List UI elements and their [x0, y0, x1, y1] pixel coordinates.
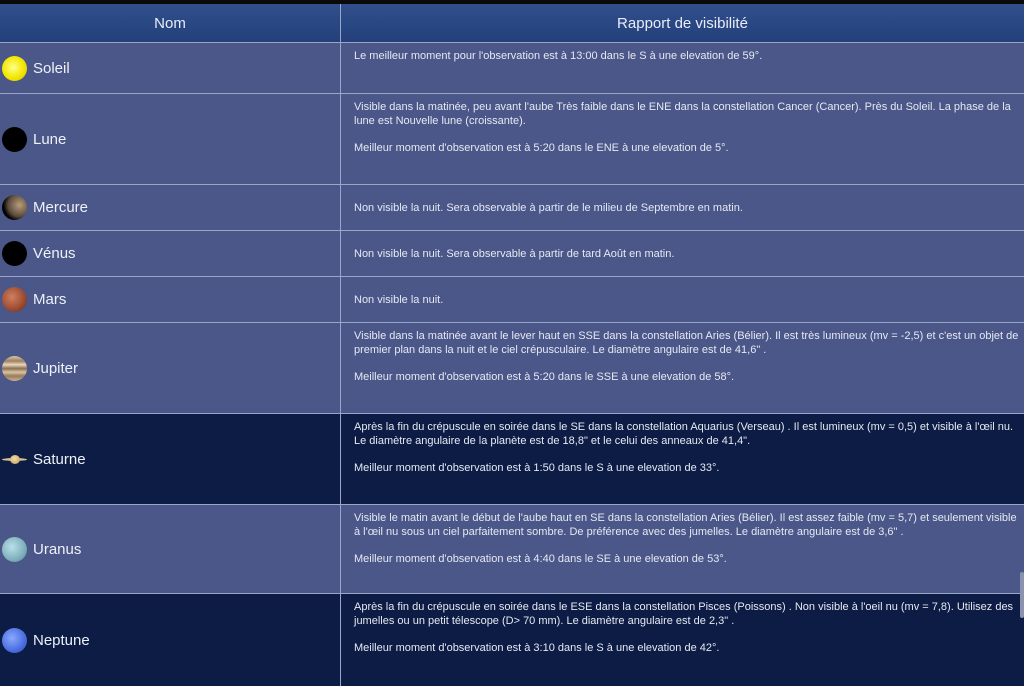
visibility-report: [341, 94, 1024, 184]
saturn-icon: [2, 447, 27, 472]
object-name: Soleil: [33, 59, 70, 77]
visibility-report: [341, 594, 1024, 686]
object-name-cell: [0, 505, 341, 593]
report-text: Visible dans la matinée, peu avant l'aube Très faible dans le ENE dans la constellation Cancer (Cancer). Près du Soleil. La phase de la lune est Nouvelle lune (croissante).: [354, 101, 1011, 127]
object-name: Neptune: [33, 631, 90, 649]
moon-icon: [2, 127, 27, 152]
report-text: Le meilleur moment pour l'observation est à 13:00 dans le S à une elevation de 59°.: [354, 50, 763, 62]
report-text: Visible le matin avant le début de l'aube haut en SE dans la constellation Aries (Bélier). Il est assez faible (mv = 5,7) et seulement visible à l'œil nu sous un ciel parfaitement sombre. De préférence avec des jumelles. Le diamètre angulaire est de 3,6" .: [354, 512, 1017, 538]
table-header: [0, 4, 1024, 43]
report-text: Non visible la nuit. Sera observable à partir de le milieu de Septembre en matin.: [354, 202, 743, 214]
mars-icon: [2, 287, 27, 312]
report-text: Non visible la nuit.: [354, 294, 444, 306]
column-header-name[interactable]: Nom: [0, 4, 341, 42]
best-time-text: Meilleur moment d'observation est à 3:10 dans le S à une elevation de 42°.: [354, 642, 720, 654]
object-name-cell: [0, 185, 341, 230]
table-row[interactable]: [0, 323, 1024, 414]
object-name: Saturne: [33, 450, 86, 468]
report-text: Visible dans la matinée avant le lever haut en SSE dans la constellation Aries (Bélier). Il est très lumineux (mv = -2,5) et c'est un objet de premier plan dans la nuit et le ciel crépusculaire. Le diamètre angulaire est de 41,6" .: [354, 330, 1019, 356]
neptune-icon: [2, 628, 27, 653]
sun-icon: [2, 56, 27, 81]
object-name-cell: [0, 594, 341, 686]
visibility-report: [341, 43, 1024, 93]
object-name-cell: [0, 414, 341, 504]
table-row[interactable]: [0, 594, 1024, 686]
object-name: Jupiter: [33, 359, 79, 377]
object-name-cell: [0, 43, 341, 93]
best-time-text: Meilleur moment d'observation est à 5:20 dans le SSE à une elevation de 58°.: [354, 371, 735, 383]
table-row[interactable]: [0, 94, 1024, 185]
object-name: Mars: [33, 291, 67, 308]
visibility-report: [341, 185, 1024, 230]
uranus-icon: [2, 537, 27, 562]
best-time-text: Meilleur moment d'observation est à 1:50 dans le S à une elevation de 33°.: [354, 462, 720, 474]
visibility-report: [341, 505, 1024, 593]
report-text: Après la fin du crépuscule en soirée dans le SE dans la constellation Aquarius (Verseau) . Il est lumineux (mv = 0,5) et visible à l'œil nu. Le diamètre angulaire de la planète est de 18,8" et le celui des anneaux de 41,4".: [354, 421, 1014, 447]
object-name: Uranus: [33, 540, 82, 558]
best-time-text: Meilleur moment d'observation est à 5:20 dans le ENE à une elevation de 5°.: [354, 142, 729, 154]
object-name-cell: [0, 231, 341, 276]
object-name: Vénus: [33, 245, 76, 262]
visibility-table: [0, 4, 1024, 686]
table-row[interactable]: [0, 231, 1024, 277]
visibility-report: [341, 277, 1024, 322]
object-name-cell: [0, 94, 341, 184]
report-text: Non visible la nuit. Sera observable à partir de tard Août en matin.: [354, 248, 675, 260]
table-row[interactable]: [0, 505, 1024, 594]
object-name-cell: [0, 323, 341, 413]
table-row[interactable]: [0, 414, 1024, 505]
column-header-report[interactable]: Rapport de visibilité: [617, 14, 748, 32]
table-row[interactable]: [0, 43, 1024, 94]
best-time-text: Meilleur moment d'observation est à 4:40 dans le SE à une elevation de 53°.: [354, 553, 727, 565]
object-name-cell: [0, 277, 341, 322]
mercury-icon: [2, 195, 27, 220]
venus-icon: [2, 241, 27, 266]
jupiter-icon: [2, 356, 27, 381]
table-row[interactable]: [0, 185, 1024, 231]
object-name: Mercure: [33, 199, 89, 216]
visibility-report: [341, 323, 1024, 413]
report-text: Après la fin du crépuscule en soirée dans le ESE dans la constellation Pisces (Poissons) . Non visible à l'oeil nu (mv = 7,8). Utilisez des jumelles ou un petit télescope (D> 70 mm). Le diamètre angulaire est de 2,3" .: [354, 601, 1014, 627]
table-row[interactable]: [0, 277, 1024, 323]
object-name: Lune: [33, 130, 67, 148]
visibility-report: [341, 231, 1024, 276]
visibility-report: [341, 414, 1024, 504]
scrollbar-thumb[interactable]: [1020, 572, 1024, 618]
